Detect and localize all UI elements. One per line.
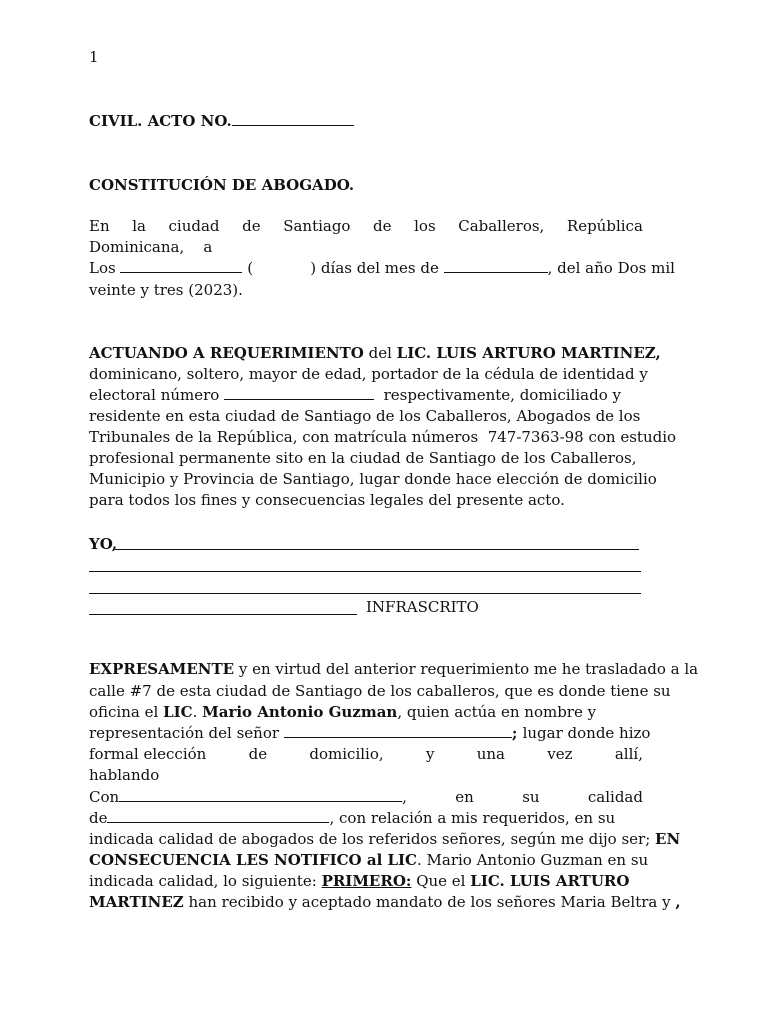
exp-line-12: MARTINEZ han recibido y aceptado mandato de los señores Maria Beltra y , [89,893,681,911]
exp-line-8: de , con relación a mis requeridos, en su [89,809,616,827]
acto-heading [89,111,643,131]
req-line-5: Tribunales de la República, con matrícula números 747-7363-98 con estudio [89,428,677,446]
req-line-3: electoral número respectivamente, domiciliado y [89,386,621,404]
acto-number-blank[interactable] [232,111,354,126]
exp-line-2: calle #7 de esta ciudad de Santiago de los caballeros, que es donde tiene su [89,682,671,700]
intro-line-1: En la ciudad de Santiago de los Caballeros, República [89,217,643,235]
req-line-1: ACTUANDO A REQUERIMIENTO del LIC. LUIS ARTURO MARTINEZ, [89,344,661,362]
page-number: 1 [89,48,99,66]
constitucion-label: CONSTITUCIÓN DE ABOGADO. [89,176,355,194]
yo-blank-1[interactable] [115,549,639,550]
exp-line-9: indicada calidad de abogados de los referidos señores, según me dijo ser; EN [89,830,681,848]
cedula-blank[interactable] [224,385,374,400]
constitucion-heading [89,175,643,195]
exp-line-5: formal elección de domicilio, y una vez allí, [89,745,643,763]
exp-line-6: hablando [89,766,160,784]
los-dias-blank[interactable] [120,258,242,273]
calidad-blank[interactable] [107,808,329,823]
acto-label: CIVIL. ACTO NO. [89,112,232,130]
infrascrito-label: INFRASCRITO [366,598,479,616]
exp-line-7: Con , en su calidad [89,788,643,806]
yo-blank-2[interactable] [89,571,641,572]
req-line-8: para todos los fines y consecuencias legales del presente acto. [89,491,565,509]
exp-line-10: CONSECUENCIA LES NOTIFICO al LIC. Mario Antonio Guzman en su [89,851,649,869]
exp-line-11: indicada calidad, lo siguiente: PRIMERO: Que el LIC. LUIS ARTURO [89,872,630,890]
req-line-4: residente en esta ciudad de Santiago de los Caballeros, Abogados de los [89,407,641,425]
req-line-2: dominicano, soltero, mayor de edad, portador de la cédula de identidad y [89,365,648,383]
con-blank[interactable] [119,787,402,802]
intro-line-4: veinte y tres (2023). [89,281,243,299]
yo-blank-3[interactable] [89,593,641,594]
mes-blank[interactable] [444,258,548,273]
exp-line-1: EXPRESAMENTE y en virtud del anterior requerimiento me he trasladado a la [89,660,699,678]
intro-line-3: Los ( ) días del mes de , del año Dos mil [89,259,675,277]
yo-blank-4[interactable] [89,614,357,615]
req-line-7: Municipio y Provincia de Santiago, lugar donde hace elección de domicilio [89,470,657,488]
yo-line: YO, [89,535,118,553]
exp-line-3: oficina el LIC. Mario Antonio Guzman, quien actúa en nombre y [89,703,597,721]
senor-blank[interactable] [284,723,512,738]
req-line-6: profesional permanente sito en la ciudad de Santiago de los Caballeros, [89,449,637,467]
intro-line-2: Dominicana, a [89,238,213,256]
exp-line-4: representación del señor ; lugar donde hizo [89,724,651,742]
